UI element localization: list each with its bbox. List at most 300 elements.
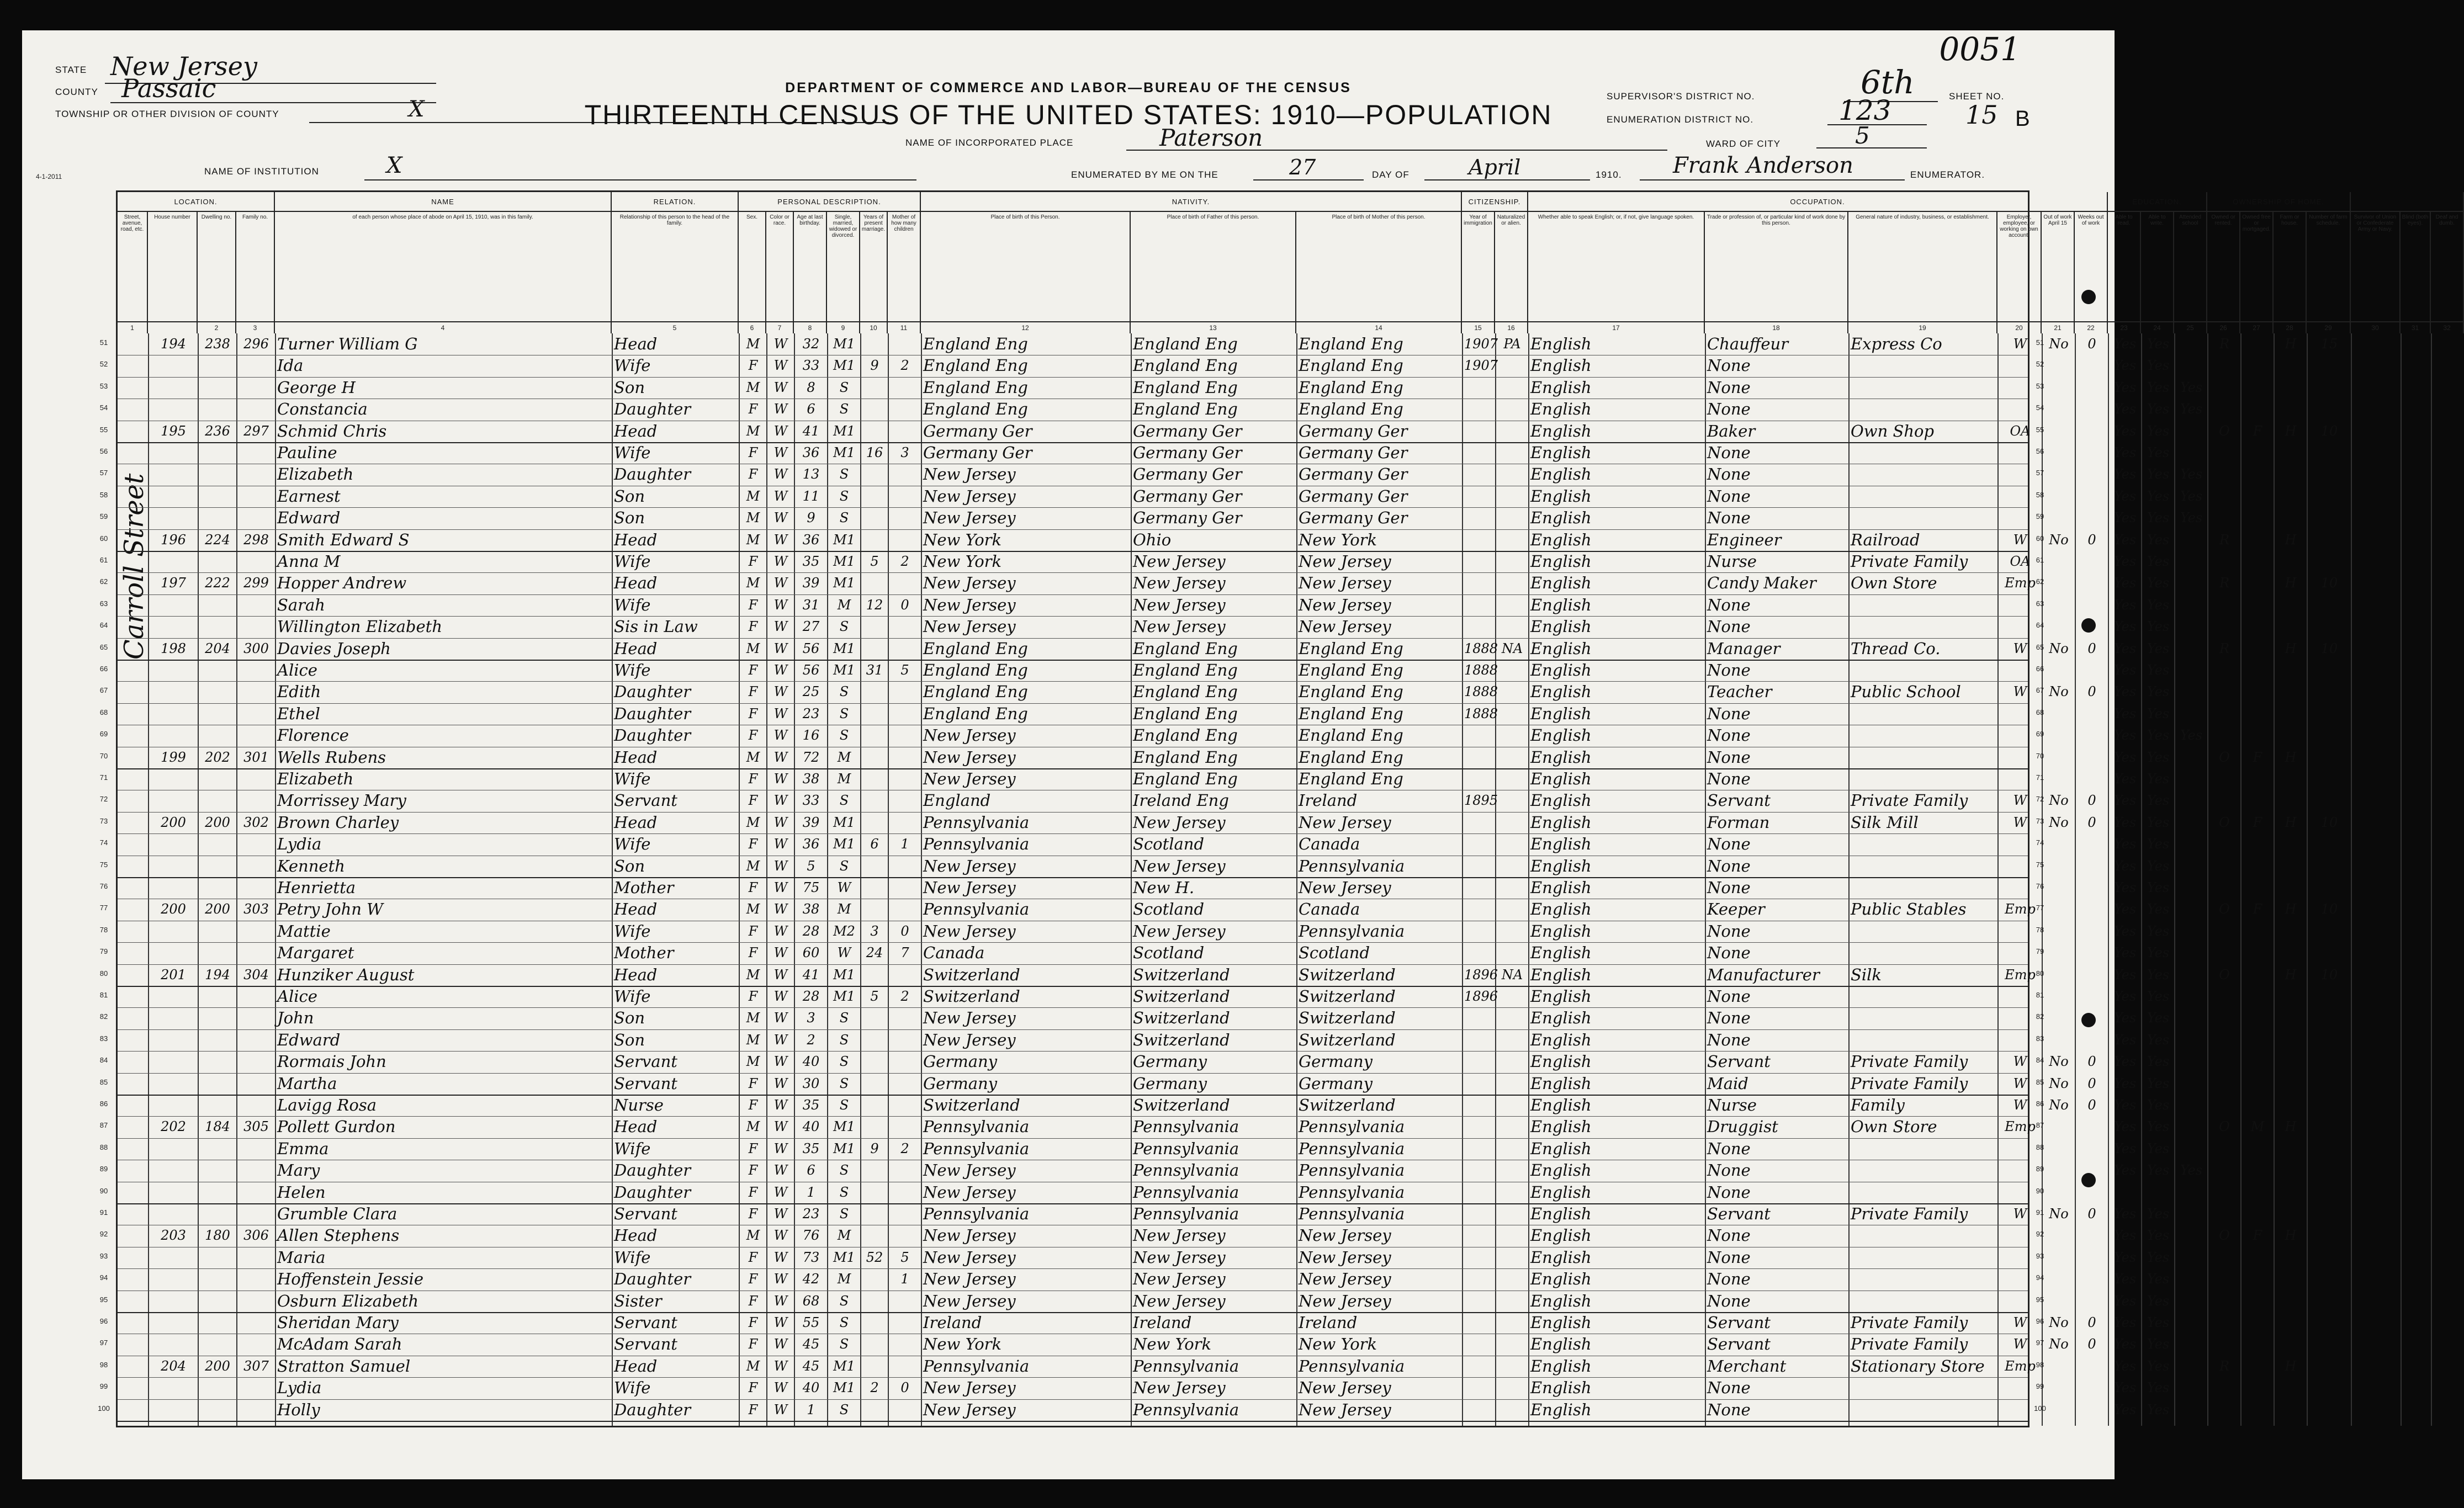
- table-cell-occ: None: [1707, 661, 1751, 679]
- table-cell-age: 16: [802, 728, 820, 744]
- table-cell-ms: S: [839, 1010, 849, 1026]
- line-number: 99: [99, 1382, 108, 1391]
- table-cell-name: Holly: [277, 1400, 320, 1419]
- table-cell-rd: Yes: [2113, 1162, 2137, 1178]
- table-cell-ms: S: [839, 728, 849, 744]
- table-cell-ind: Railroad: [1851, 530, 1920, 549]
- column-header: [2240, 212, 2274, 333]
- table-cell-fam: 301: [243, 749, 269, 765]
- table-cell-rel: Head: [614, 1356, 658, 1376]
- table-cell-age: 23: [802, 1206, 820, 1222]
- table-cell-ms: M1: [833, 1380, 855, 1396]
- column-rule: [860, 333, 861, 1426]
- table-cell-bp: New Jersey: [923, 921, 1016, 941]
- column-header: [888, 212, 921, 333]
- table-cell-lang: English: [1530, 1400, 1592, 1419]
- table-cell-race: W: [773, 793, 788, 809]
- table-cell-emp: W: [2013, 1075, 2027, 1091]
- table-cell-age: 36: [802, 836, 820, 852]
- table-cell-mbp: Pennsylvania: [1299, 1182, 1405, 1202]
- table-cell-bp: New Jersey: [923, 769, 1016, 788]
- table-cell-bp: Pennsylvania: [923, 1139, 1030, 1158]
- table-cell-emp: W: [2013, 1315, 2027, 1330]
- column-header-text: Place of birth of this Person.: [990, 214, 1060, 220]
- table-cell-wk: 0: [2087, 336, 2096, 352]
- table-cell-bp: New Jersey: [923, 465, 1016, 484]
- table-cell-fam: 304: [243, 967, 269, 983]
- table-cell-ms: S: [839, 401, 849, 417]
- table-cell-occ: Keeper: [1707, 900, 1765, 919]
- table-cell-occ: None: [1707, 1226, 1751, 1245]
- column-header-text: Years of present marriage.: [861, 214, 886, 232]
- table-cell-lang: English: [1530, 421, 1592, 440]
- table-cell-age: 75: [802, 880, 820, 895]
- table-cell-ms: S: [839, 1162, 849, 1178]
- table-cell-dw: 200: [205, 1358, 230, 1374]
- table-cell-wk: 0: [2087, 1075, 2096, 1091]
- line-number: 91: [99, 1208, 108, 1217]
- column-header: [236, 212, 275, 333]
- table-cell-fbp: New Jersey: [1133, 1270, 1226, 1289]
- table-cell-wr: Yes: [2147, 684, 2170, 700]
- table-cell-rd: Yes: [2113, 488, 2137, 504]
- table-cell-age: 41: [802, 423, 820, 439]
- table-cell-mbp: Germany Ger: [1299, 443, 1408, 462]
- table-cell-mbp: Pennsylvania: [1299, 921, 1405, 941]
- table-cell-occ: Manager: [1707, 639, 1781, 658]
- table-cell-lang: English: [1530, 1313, 1592, 1332]
- table-cell-bp: New Jersey: [923, 1008, 1016, 1028]
- table-cell-name: Grumble Clara: [277, 1204, 398, 1223]
- table-cell-bp: New Jersey: [923, 595, 1016, 614]
- line-number: 52: [2036, 360, 2044, 369]
- table-cell-fbp: England Eng: [1133, 726, 1238, 745]
- table-cell-bp: Pennsylvania: [923, 900, 1030, 919]
- table-cell-ow: No: [2049, 336, 2069, 352]
- line-number: 89: [2036, 1165, 2044, 1174]
- column-header: [766, 212, 794, 333]
- table-cell-ms: M1: [833, 358, 855, 374]
- line-number: 69: [99, 730, 108, 739]
- table-cell-mbp: Pennsylvania: [1299, 1204, 1405, 1223]
- table-cell-ow: No: [2049, 640, 2069, 656]
- line-number: 95: [2036, 1295, 2044, 1304]
- line-number: 63: [99, 599, 108, 608]
- column-header-text: Employer, employee, or working on own account.: [2000, 214, 2038, 238]
- table-cell-age: 36: [802, 445, 820, 460]
- table-cell-mbp: Germany Ger: [1299, 486, 1408, 506]
- table-cell-dw: 200: [205, 814, 230, 830]
- table-cell-race: W: [773, 1336, 788, 1352]
- table-cell-name: Margaret: [277, 943, 354, 963]
- table-cell-sched: 10: [2320, 640, 2338, 656]
- column-header-text: Survivor of Union or Confederate Army or Navy.: [2354, 214, 2397, 232]
- table-cell-occ: Manufacturer: [1707, 965, 1820, 984]
- table-cell-ms: M: [837, 901, 851, 917]
- table-cell-sex: F: [748, 1075, 758, 1091]
- column-header: [1997, 212, 2042, 333]
- table-cell-age: 3: [807, 1010, 815, 1026]
- column-number: 18: [1705, 321, 1847, 333]
- table-cell-name: Hunziker August: [277, 965, 415, 984]
- table-cell-ym: 5: [870, 554, 879, 569]
- table-cell-wr: Yes: [2147, 1054, 2170, 1070]
- table-cell-fam: 297: [243, 423, 269, 439]
- table-cell-hn: 200: [161, 814, 186, 830]
- table-cell-race: W: [773, 532, 788, 548]
- table-cell-mbp: England Eng: [1299, 356, 1403, 375]
- table-cell-occ: None: [1707, 1270, 1751, 1289]
- table-cell-lang: English: [1530, 747, 1592, 767]
- line-number: 55: [2036, 425, 2044, 434]
- ward-label: WARD OF CITY: [1706, 139, 1781, 149]
- table-cell-fh: H: [2285, 1119, 2297, 1135]
- table-cell-sched: 15: [2320, 336, 2338, 352]
- table-cell-rd: Yes: [2113, 445, 2137, 460]
- street-annotation: Carroll Street: [119, 473, 150, 660]
- table-cell-sex: M: [746, 1228, 760, 1244]
- table-cell-sex: F: [748, 619, 758, 635]
- table-cell-bp: New Jersey: [923, 1182, 1016, 1202]
- table-cell-fbp: New H.: [1133, 878, 1195, 897]
- table-cell-lang: English: [1530, 791, 1592, 810]
- table-cell-occ: Servant: [1707, 1204, 1771, 1223]
- column-header: [860, 212, 888, 333]
- column-header: [1462, 212, 1495, 333]
- table-cell-lang: English: [1530, 1356, 1592, 1376]
- column-rule: [827, 333, 828, 1426]
- line-number: 68: [2036, 708, 2044, 716]
- column-header: [612, 212, 739, 333]
- table-cell-lang: English: [1530, 508, 1592, 528]
- table-cell-rd: Yes: [2113, 858, 2137, 874]
- table-cell-ym: 9: [870, 1140, 879, 1156]
- table-cell-bp: New Jersey: [923, 1400, 1016, 1419]
- line-number: 84: [2036, 1056, 2044, 1065]
- table-cell-bp: England Eng: [923, 356, 1028, 375]
- column-number: 7: [766, 321, 793, 333]
- table-cell-sex: M: [746, 510, 760, 526]
- table-cell-fbp: England Eng: [1133, 378, 1238, 397]
- line-number: 90: [99, 1186, 108, 1195]
- column-rule: [1131, 333, 1132, 1426]
- table-cell-ms: M1: [833, 423, 855, 439]
- table-cell-mbp: Pennsylvania: [1299, 1161, 1405, 1180]
- table-cell-bp: England Eng: [923, 661, 1028, 679]
- table-cell-name: Anna M: [277, 552, 341, 571]
- table-cell-ms: M1: [833, 1140, 855, 1156]
- table-cell-race: W: [773, 967, 788, 983]
- table-cell-occ: None: [1707, 443, 1751, 462]
- column-number: 16: [1495, 321, 1527, 333]
- table-cell-ms: M1: [833, 336, 855, 352]
- institution-label: NAME OF INSTITUTION: [204, 166, 319, 177]
- table-cell-occ: None: [1707, 1139, 1751, 1158]
- table-cell-bp: Germany Ger: [923, 443, 1032, 462]
- table-cell-rel: Head: [614, 747, 658, 767]
- table-cell-wr: Yes: [2147, 1119, 2170, 1135]
- table-cell-hn: 198: [161, 640, 186, 656]
- table-cell-mbp: New Jersey: [1299, 617, 1391, 636]
- table-cell-rel: Head: [614, 900, 658, 919]
- table-cell-name: Allen Stephens: [277, 1226, 400, 1245]
- column-number: 19: [1848, 321, 1996, 333]
- table-cell-name: Davies Joseph: [277, 639, 391, 658]
- line-number: 86: [99, 1100, 108, 1108]
- table-cell-rel: Son: [614, 508, 645, 528]
- table-cell-mbp: New York: [1299, 530, 1377, 549]
- table-cell-lang: English: [1530, 856, 1592, 875]
- table-cell-hn: 203: [161, 1228, 186, 1244]
- table-cell-name: Hopper Andrew: [277, 574, 407, 593]
- table-cell-bp: New Jersey: [923, 1030, 1016, 1049]
- table-cell-bp: Switzerland: [923, 987, 1020, 1006]
- table-cell-ms: S: [839, 1206, 849, 1222]
- table-cell-age: 40: [802, 1380, 820, 1396]
- state-value: New Jersey: [110, 51, 257, 81]
- table-cell-lang: English: [1530, 1139, 1592, 1158]
- table-cell-ym: 52: [866, 1249, 883, 1265]
- table-cell-name: Elizabeth: [277, 769, 354, 788]
- table-cell-fbp: England Eng: [1133, 356, 1238, 375]
- line-number: 87: [2036, 1121, 2044, 1130]
- table-cell-yi: 1888: [1464, 662, 1498, 678]
- table-cell-ms: M2: [833, 923, 855, 939]
- column-number: 23: [2108, 321, 2140, 333]
- table-cell-race: W: [773, 336, 788, 352]
- table-cell-fbp: Switzerland: [1133, 1008, 1230, 1028]
- table-cell-race: W: [773, 597, 788, 613]
- table-cell-occ: None: [1707, 486, 1751, 506]
- table-cell-yi: 1888: [1464, 684, 1498, 700]
- line-number: 80: [99, 969, 108, 978]
- table-cell-own: O: [2219, 901, 2230, 917]
- table-cell-bp: New Jersey: [923, 1378, 1016, 1398]
- table-cell-race: W: [773, 880, 788, 895]
- table-cell-name: Lavigg Rosa: [277, 1096, 377, 1114]
- table-cell-rd: Yes: [2113, 814, 2137, 830]
- table-cell-age: 32: [802, 336, 820, 352]
- column-rule: [612, 333, 613, 1426]
- table-cell-age: 25: [802, 684, 820, 700]
- punch-hole-dot: [2081, 1173, 2096, 1187]
- table-cell-fh: H: [2285, 640, 2297, 656]
- line-number: 78: [2036, 925, 2044, 934]
- table-cell-wr: Yes: [2147, 1380, 2170, 1396]
- table-cell-name: Lydia: [277, 1378, 322, 1398]
- table-cell-ind: Private Family: [1851, 791, 1968, 810]
- table-cell-ind: Private Family: [1851, 1052, 1968, 1071]
- table-cell-ms: S: [839, 1401, 849, 1417]
- line-number: 70: [99, 751, 108, 760]
- table-cell-wr: Yes: [2147, 619, 2170, 635]
- table-cell-yi: 1896: [1464, 989, 1498, 1004]
- table-cell-nat: NA: [1501, 967, 1523, 983]
- column-header-text: Place of birth of Mother of this person.: [1332, 214, 1426, 220]
- column-header-text: Sex.: [746, 214, 757, 220]
- table-cell-age: 33: [802, 358, 820, 374]
- table-cell-dw: 180: [205, 1228, 230, 1244]
- table-cell-sex: F: [748, 1401, 758, 1417]
- table-cell-yi: 1895: [1464, 793, 1498, 809]
- table-cell-cb: 0: [900, 923, 909, 939]
- line-number: 57: [2036, 469, 2044, 477]
- day-of-label: DAY OF: [1372, 169, 1409, 180]
- column-number: 2: [198, 321, 235, 333]
- table-cell-yi: 1907: [1464, 336, 1498, 352]
- table-cell-age: 73: [802, 1249, 820, 1265]
- column-number: 14: [1296, 321, 1461, 333]
- table-cell-wr: Yes: [2147, 379, 2170, 395]
- table-cell-wr: Yes: [2147, 749, 2170, 765]
- table-cell-fbp: England Eng: [1133, 769, 1238, 788]
- table-cell-ow: No: [2049, 793, 2069, 809]
- table-cell-rel: Servant: [614, 791, 677, 810]
- table-cell-emp: W: [2013, 532, 2027, 548]
- table-cell-lang: English: [1530, 987, 1592, 1006]
- table-cell-wr: Yes: [2147, 945, 2170, 961]
- table-cell-sex: F: [748, 684, 758, 700]
- line-number: 88: [99, 1143, 108, 1151]
- table-cell-lang: English: [1530, 1204, 1592, 1223]
- table-cell-rd: Yes: [2113, 1119, 2137, 1135]
- table-cell-fam: 306: [243, 1228, 269, 1244]
- column-header: [2075, 212, 2108, 333]
- table-cell-ind: Private Family: [1851, 1335, 1968, 1354]
- section-header: PERSONAL DESCRIPTION.: [739, 192, 921, 212]
- table-cell-bp: England Eng: [923, 704, 1028, 723]
- table-cell-mbp: Germany: [1299, 1074, 1373, 1093]
- table-cell-cb: 3: [900, 445, 909, 460]
- column-header-text: Street, avenue, road, etc.: [120, 214, 144, 232]
- table-cell-name: Smith Edward S: [277, 530, 410, 549]
- table-cell-mbp: Germany Ger: [1299, 421, 1408, 440]
- year-label: 1910.: [1596, 169, 1622, 180]
- table-cell-cb: 2: [900, 1140, 909, 1156]
- table-cell-rd: Yes: [2113, 1401, 2137, 1417]
- table-cell-occ: None: [1707, 856, 1751, 875]
- table-cell-mbp: Germany Ger: [1299, 465, 1408, 484]
- line-number: 98: [99, 1360, 108, 1369]
- table-cell-name: Mattie: [277, 921, 331, 941]
- table-cell-ms: M1: [833, 967, 855, 983]
- table-cell-wr: Yes: [2147, 640, 2170, 656]
- table-cell-rel: Wife: [614, 769, 651, 788]
- table-cell-race: W: [773, 1010, 788, 1026]
- table-cell-ms: M1: [833, 554, 855, 569]
- table-cell-age: 27: [802, 619, 820, 635]
- table-cell-sex: M: [746, 1032, 760, 1048]
- section-header: NATIVITY.: [921, 192, 1462, 212]
- table-cell-wr: Yes: [2147, 554, 2170, 569]
- table-cell-fh: H: [2285, 814, 2297, 830]
- table-cell-rel: Mother: [614, 878, 674, 897]
- table-cell-mbp: England Eng: [1299, 769, 1403, 788]
- table-cell-sex: F: [748, 1315, 758, 1330]
- table-cell-sex: F: [748, 358, 758, 374]
- table-cell-age: 6: [807, 1162, 815, 1178]
- table-cell-wr: Yes: [2147, 401, 2170, 417]
- table-cell-wk: 0: [2087, 532, 2096, 548]
- supervisor-value: 6th: [1861, 63, 1915, 101]
- table-cell-bp: Pennsylvania: [923, 813, 1030, 832]
- table-cell-name: Pauline: [277, 443, 337, 462]
- table-cell-ms: S: [839, 1293, 849, 1309]
- table-cell-ms: W: [837, 880, 851, 895]
- table-cell-bp: England: [923, 791, 991, 810]
- table-cell-mbp: Switzerland: [1299, 987, 1396, 1006]
- table-cell-sex: M: [746, 1054, 760, 1070]
- column-rule: [2351, 333, 2352, 1426]
- punch-hole-dot: [2081, 618, 2096, 633]
- table-cell-mbp: Switzerland: [1299, 965, 1396, 984]
- place-label: NAME OF INCORPORATED PLACE: [905, 137, 1074, 148]
- table-cell-rel: Son: [614, 378, 645, 397]
- column-header-text: Family no.: [242, 214, 268, 220]
- table-cell-sex: F: [748, 1140, 758, 1156]
- column-header-text: Mother of how many children: [891, 214, 916, 232]
- table-cell-sex: M: [746, 1358, 760, 1374]
- column-header-text: General nature of industry, business, or establishment.: [1856, 214, 1989, 220]
- table-cell-mbp: New Jersey: [1299, 878, 1391, 897]
- table-cell-mbp: New Jersey: [1299, 552, 1391, 571]
- line-number: 90: [2036, 1186, 2044, 1195]
- table-cell-race: W: [773, 423, 788, 439]
- table-cell-bp: Pennsylvania: [923, 1356, 1030, 1376]
- table-cell-sex: M: [746, 1010, 760, 1026]
- table-cell-bp: New York: [923, 552, 1002, 571]
- table-cell-lang: English: [1530, 1247, 1592, 1267]
- column-number: [148, 321, 197, 333]
- table-cell-rd: Yes: [2113, 1380, 2137, 1396]
- table-cell-occ: Servant: [1707, 791, 1771, 810]
- line-number: 67: [2036, 686, 2044, 695]
- table-cell-mbp: Ireland: [1299, 1313, 1358, 1332]
- table-cell-name: Martha: [277, 1074, 337, 1093]
- month-rule: [1424, 179, 1590, 180]
- line-number: 71: [99, 773, 108, 782]
- column-number: 1: [118, 321, 147, 333]
- table-cell-dw: 222: [205, 575, 230, 591]
- enumeration-label: ENUMERATION DISTRICT NO.: [1607, 114, 1754, 125]
- table-cell-own: R: [2219, 575, 2230, 591]
- supervisor-label: SUPERVISOR'S DISTRICT NO.: [1607, 91, 1755, 102]
- table-cell-ms: S: [839, 1075, 849, 1091]
- table-cell-name: Edith: [277, 682, 321, 702]
- table-cell-ym: 24: [866, 945, 883, 961]
- table-cell-name: George H: [277, 378, 356, 397]
- table-cell-ind: Private Family: [1851, 1074, 1968, 1093]
- table-cell-rd: Yes: [2113, 945, 2137, 961]
- table-cell-name: Stratton Samuel: [277, 1356, 411, 1376]
- table-cell-fbp: England Eng: [1133, 400, 1238, 419]
- table-cell-sex: M: [746, 488, 760, 504]
- table-cell-fh: H: [2285, 423, 2297, 439]
- column-header: [1495, 212, 1528, 333]
- table-cell-ms: S: [839, 619, 849, 635]
- table-cell-race: W: [773, 771, 788, 787]
- place-rule: [1126, 150, 1667, 151]
- column-rule: [236, 333, 237, 1426]
- township-value: X: [409, 97, 425, 122]
- column-number: 6: [739, 321, 765, 333]
- line-number: 75: [2036, 860, 2044, 869]
- column-header-text: Relationship of this person to the head of the family.: [619, 214, 730, 226]
- table-cell-ym: 3: [870, 923, 879, 939]
- column-number: 17: [1528, 321, 1704, 333]
- line-number: 86: [2036, 1100, 2044, 1108]
- table-cell-ms: M1: [833, 989, 855, 1004]
